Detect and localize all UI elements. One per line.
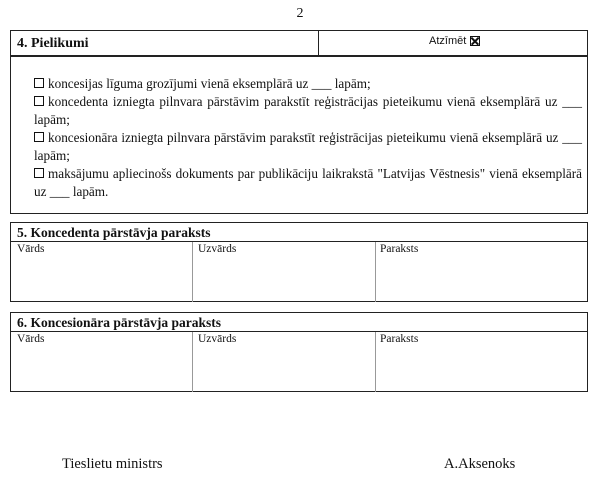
checkbox-icon[interactable] xyxy=(34,168,44,178)
page-number: 2 xyxy=(296,6,304,21)
attachments-header xyxy=(11,31,587,57)
checked-box-icon[interactable] xyxy=(470,36,480,46)
concessionaire-signature-header xyxy=(11,313,587,332)
checkbox-icon[interactable] xyxy=(34,78,44,88)
list-item xyxy=(34,75,582,93)
last-name-label: Uzvārds xyxy=(198,243,237,255)
item-text: koncedenta izniegta pilnvara pārstāvim parakstīt reģistrācijas pieteikumu vienā eksemplārā uz ___ lapām; xyxy=(34,94,582,127)
column-divider xyxy=(375,242,376,302)
mark-label: Atzīmēt xyxy=(429,35,467,47)
attachments-title: 4. Pielikumi xyxy=(17,36,89,51)
list-item xyxy=(34,129,582,165)
last-name-label: Uzvārds xyxy=(198,333,237,345)
grantor-signature-title: 5. Koncedenta pārstāvja paraksts xyxy=(17,225,211,240)
checkbox-icon[interactable] xyxy=(34,132,44,142)
checkbox-icon[interactable] xyxy=(34,96,44,106)
item-text: maksājumu apliecinošs dokuments par publikāciju laikrakstā "Latvijas Vēstnesis" vienā eksemplārā uz ___ lapām. xyxy=(34,166,582,199)
header-divider xyxy=(318,31,319,55)
concessionaire-signature-section xyxy=(10,312,588,392)
grantor-signature-header xyxy=(11,223,587,242)
signature-label: Paraksts xyxy=(380,243,419,255)
first-name-label: Vārds xyxy=(17,333,45,345)
mark-field xyxy=(429,35,480,47)
signature-label: Paraksts xyxy=(380,333,419,345)
attachments-list xyxy=(34,75,582,201)
grantor-signature-section xyxy=(10,222,588,302)
column-divider xyxy=(192,242,193,302)
item-text: koncesionāra izniegta pilnvara pārstāvim parakstīt reģistrācijas pieteikumu vienā eksemplārā uz ___ lapām; xyxy=(34,130,582,163)
column-divider xyxy=(375,332,376,392)
concessionaire-signature-title: 6. Koncesionāra pārstāvja paraksts xyxy=(17,315,222,330)
item-text: koncesijas līguma grozījumi vienā eksemplārā uz ___ lapām; xyxy=(48,76,371,91)
first-name-label: Vārds xyxy=(17,243,45,255)
column-divider xyxy=(192,332,193,392)
list-item xyxy=(34,93,582,129)
minister-name: A.Aksenoks xyxy=(444,456,516,472)
list-item xyxy=(34,165,582,201)
attachments-section xyxy=(10,30,588,214)
minister-title: Tieslietu ministrs xyxy=(62,456,163,472)
